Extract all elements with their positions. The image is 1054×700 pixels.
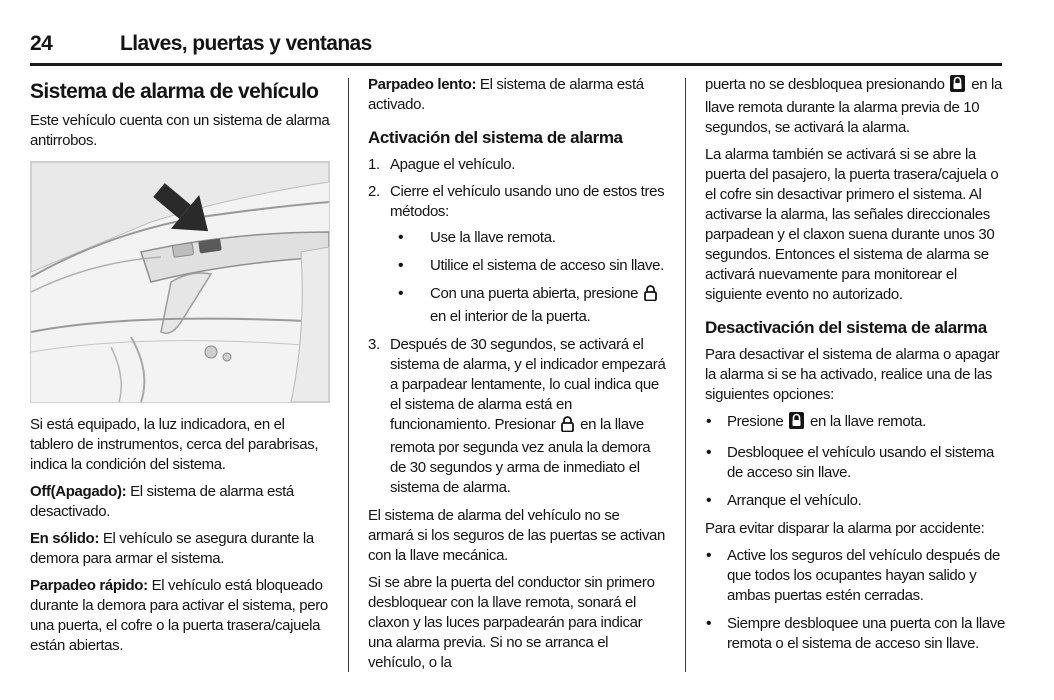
- activation-heading: Activación del sistema de alarma: [368, 128, 623, 147]
- list-item: [368, 155, 668, 175]
- door-lock-switch-illustration: [31, 162, 329, 402]
- state-text: El sistema de alarma está activado.: [368, 76, 644, 113]
- list-item: • Active los seguros del vehículo después de que todos los ocupantes hayan salido y ambas puertas estén cerradas.: [705, 546, 1005, 606]
- deactivation-intro: Para desactivar el sistema de alarma o apagar la alarma si se ha activado, realice una de las siguientes opciones:: [705, 346, 1000, 403]
- list-item: [368, 182, 668, 327]
- state-text: El sistema de alarma está desactivado.: [30, 483, 294, 520]
- list-item: • Desbloquee el vehículo usando el sistema de acceso sin llave.: [705, 443, 1005, 483]
- step-number: 3.: [368, 336, 380, 353]
- state-solid: [30, 529, 330, 569]
- list-item: • Siempre desbloquee una puerta con la llave remota o el sistema de acceso sin llave.: [705, 614, 1005, 654]
- avoid-intro: Para evitar disparar la alarma por accidente:: [705, 520, 985, 537]
- list-item: • Use la llave remota.: [390, 228, 668, 248]
- state-label: Parpadeo lento:: [368, 76, 477, 93]
- avoid-options: [705, 546, 1005, 654]
- state-label: En sólido:: [30, 530, 99, 547]
- state-label: Off(Apagado):: [30, 483, 127, 500]
- step-text: Cierre el vehículo usando uno de estos tres métodos:: [390, 183, 665, 220]
- driver-door-paragraph: Si se abre la puerta del conductor sin primero desbloquear con la llave remota, sonará el claxon y las luces parpadearán para indicar una alarma previa. Si no se arranca el vehículo, o la: [368, 574, 655, 671]
- state-text: El vehículo está bloqueado durante la demora para activar el sistema, pero una puerta, el cofre o la puerta trasera/cajuela están abiertas.: [30, 577, 328, 654]
- lock-outline-icon: [561, 416, 574, 438]
- lock-filled-icon: [950, 75, 965, 98]
- page-number: 24: [30, 32, 53, 55]
- lock-filled-icon: [789, 412, 804, 435]
- list-item: • Con una puerta abierta, presione en el interior de la puerta.: [390, 284, 668, 327]
- state-slow-blink: [368, 75, 668, 115]
- lock-methods-list: [390, 228, 668, 327]
- lock-outline-icon: [644, 285, 657, 307]
- state-text: El vehículo se asegura durante la demora para armar el sistema.: [30, 530, 314, 567]
- activation-steps: [368, 155, 668, 498]
- door-lock-figure: [30, 161, 330, 403]
- step-number: 1.: [368, 156, 380, 173]
- state-fast-blink: [30, 576, 330, 656]
- passenger-door-paragraph: La alarma también se activará si se abre la puerta del pasajero, la puerta trasera/cajuela o el cofre sin desactivar primero el sistema. Al activarse la alarma, las señales direccionales parpadean y el claxon suena durante unos 30 segundos. Entonces el sistema de alarma se activará nuevamente para monitorear el siguiente evento no autorizado.: [705, 146, 999, 303]
- mechanical-key-paragraph: El sistema de alarma del vehículo no se armará si los seguros de las puertas se activan con la llave mecánica.: [368, 507, 666, 564]
- column-2: [368, 75, 668, 680]
- column-1: [30, 75, 330, 663]
- list-item: • Utilice el sistema de acceso sin llave.: [390, 256, 668, 276]
- column-divider: [685, 78, 686, 672]
- list-item: 3. Después de 30 segundos, se activará el sistema de alarma, y el indicador empezará a parpadear lentamente, lo cual indica que el sistema de alarma está en funcionamiento. Presionar en la llave remota por segunda vez anula la demora de 30 segundos y arma de inmediato el sistema de alarma.: [368, 336, 666, 496]
- state-off: [30, 482, 330, 522]
- header-divider: [30, 63, 1002, 66]
- column-divider: [348, 78, 349, 672]
- list-item: • Arranque el vehículo.: [705, 491, 1005, 511]
- column-3: [705, 75, 1005, 662]
- step-number: 2.: [368, 183, 380, 200]
- deactivation-heading: Desactivación del sistema de alarma: [705, 318, 987, 337]
- intro-paragraph: Este vehículo cuenta con un sistema de alarma antirrobos.: [30, 112, 330, 149]
- deactivation-options: [705, 412, 1005, 511]
- indicator-paragraph: Si está equipado, la luz indicadora, en el tablero de instrumentos, cerca del parabrisas, indica la condición del sistema.: [30, 416, 319, 473]
- list-item: • Presione en la llave remota.: [705, 412, 1005, 435]
- state-label: Parpadeo rápido:: [30, 577, 148, 594]
- page-header: [30, 30, 1002, 64]
- step-text: Apague el vehículo.: [390, 156, 516, 173]
- section-title: Sistema de alarma de vehículo: [30, 80, 319, 103]
- chapter-title: Llaves, puertas y ventanas: [120, 32, 372, 55]
- continued-paragraph: puerta no se desbloquea presionando en la llave remota durante la alarma previa de 10 segundos, se activará la alarma.: [705, 76, 1003, 136]
